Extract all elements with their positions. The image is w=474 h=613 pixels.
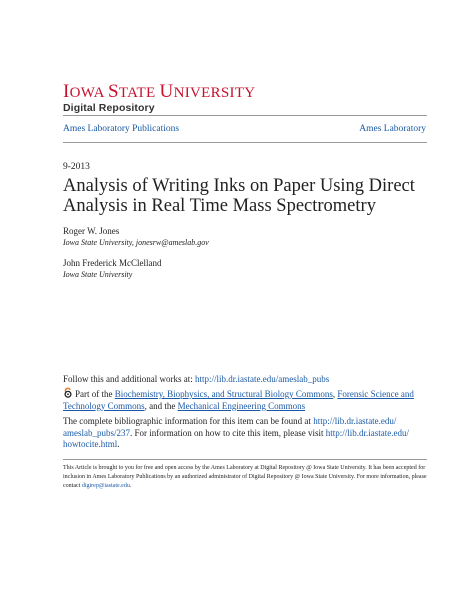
logo-wordmark: IOWA STATE UNIVERSITY	[63, 81, 256, 102]
ames-lab-link[interactable]: Ames Laboratory	[359, 124, 426, 134]
how-to-cite-link[interactable]: http://lib.dr.iastate.edu/	[325, 427, 409, 438]
author-block	[63, 258, 161, 280]
university-logo	[63, 82, 255, 114]
item-record-link[interactable]: http://lib.dr.iastate.edu/	[313, 416, 397, 426]
author-name: Roger W. Jones	[63, 226, 120, 236]
open-access-icon	[63, 387, 73, 398]
item-record-link-cont[interactable]: ameslab_pubs/237	[63, 427, 130, 438]
author-affiliation: Iowa State University, jonesrw@ameslab.gov	[63, 238, 209, 247]
logo-subtitle: Digital Repository	[63, 102, 155, 114]
ameslab-pubs-link[interactable]: http://lib.dr.iastate.edu/ameslab_pubs	[195, 374, 330, 384]
contact-email-link[interactable]: digirep@iastate.edu	[81, 483, 130, 489]
author-affiliation: Iowa State University	[63, 270, 133, 279]
forensic-science-commons-link[interactable]: Forensic Science and	[337, 389, 414, 399]
bibliographic-info: The complete bibliographic information for this item can be found at http://lib.dr.iastate.edu/ ameslab_pubs/237. For information on how to cite this item, please visit http://lib.dr.iastate.edu/ howtocite.html.	[63, 416, 409, 449]
mechanical-engineering-commons-link[interactable]: Mechanical Engineering Commons	[177, 400, 306, 411]
article-title: Analysis of Writing Inks on Paper Using Direct Analysis in Real Time Mass Spectrometry	[63, 176, 415, 216]
author-block	[63, 226, 209, 248]
follow-line: Follow this and additional works at: http://lib.dr.iastate.edu/ameslab_pubs	[63, 374, 330, 384]
author-name: John Frederick McClelland	[63, 258, 162, 268]
forensic-science-commons-link-cont[interactable]: Technology Commons	[63, 400, 145, 411]
publication-date: 9-2013	[63, 162, 90, 172]
biochemistry-commons-link[interactable]: Biochemistry, Biophysics, and Structural Biology Commons	[114, 389, 333, 399]
fine-print-divider	[63, 459, 427, 460]
top-divider	[63, 115, 427, 116]
ames-lab-publications-link[interactable]: Ames Laboratory Publications	[63, 124, 180, 134]
how-to-cite-link-cont[interactable]: howtocite.html	[63, 439, 118, 449]
fine-print: This Article is brought to you for free and open access by the Ames Laboratory at Digital Repository @ Iowa State University. It has been accepted for inclusion in Ames Laboratory Publications by an authorized administrator of Digital Repository @ Iowa State University. For more information, please contact digirep@iastate.edu.	[63, 465, 427, 489]
part-of-line: Part of the Biochemistry, Biophysics, and Structural Biology Commons, Forensic Science and Technology Commons, and the Mechanical Engineering Commons	[63, 389, 414, 411]
nav-divider	[63, 142, 427, 143]
